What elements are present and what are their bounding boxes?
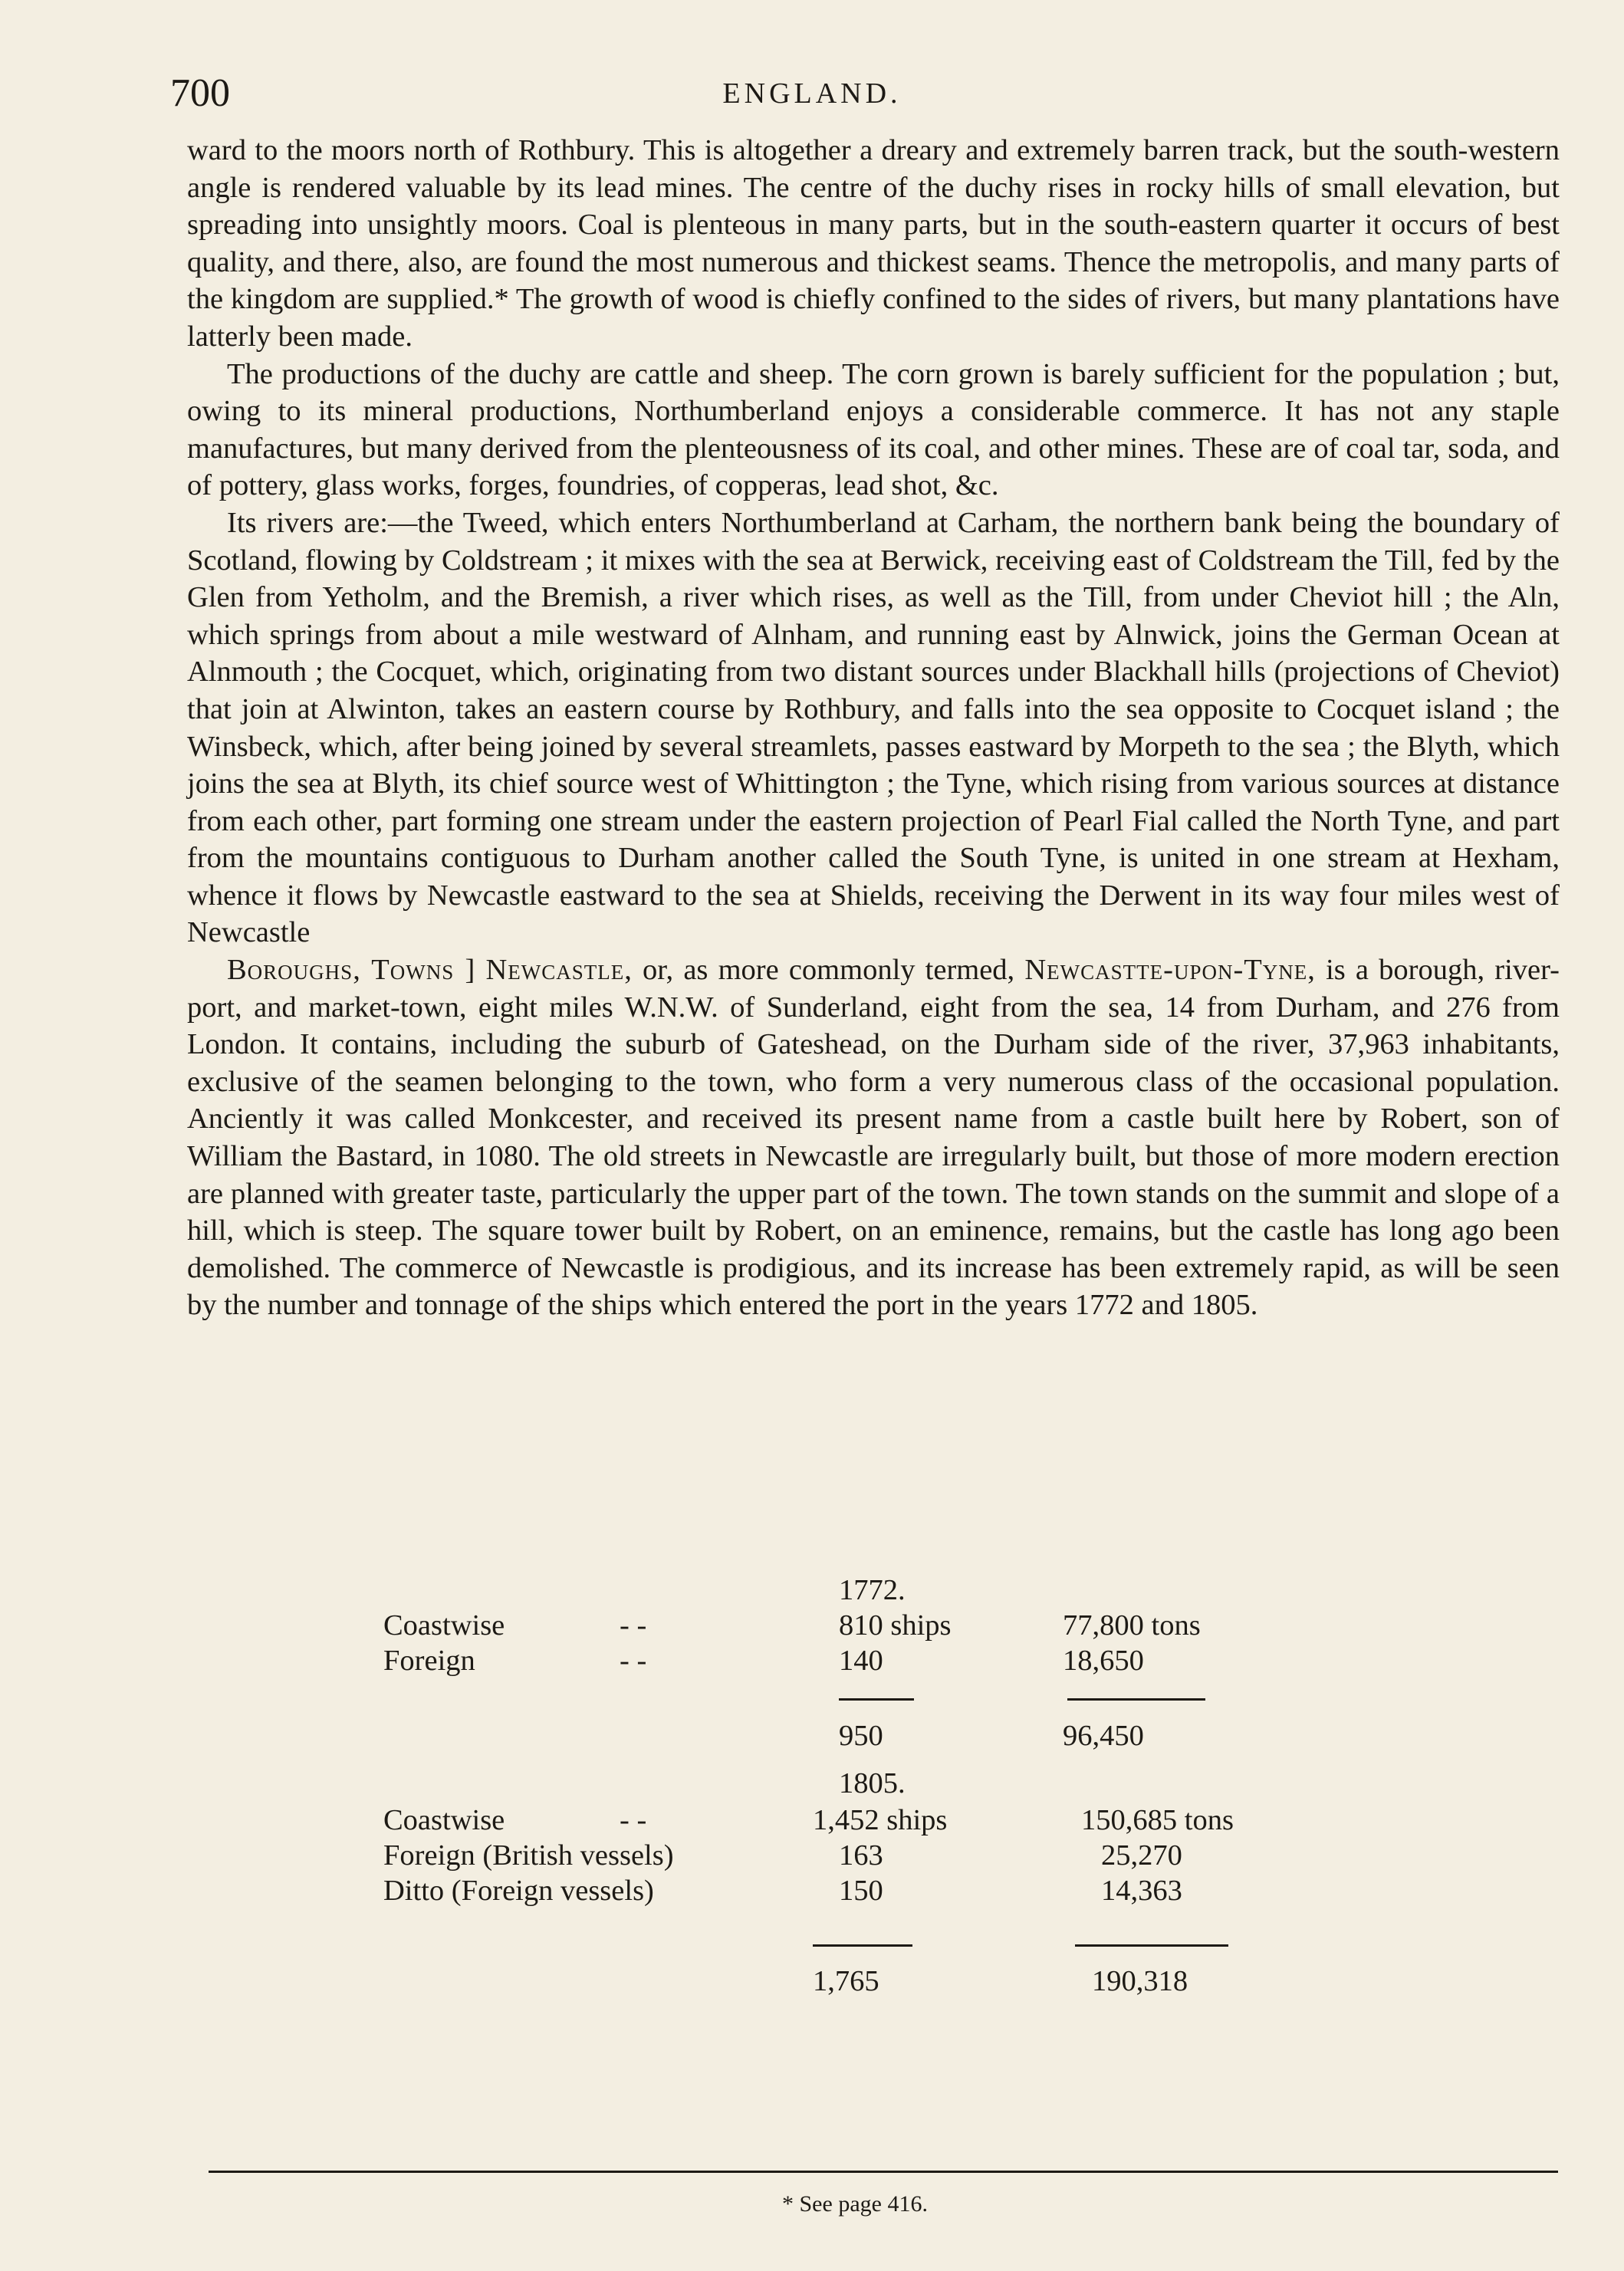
side-heading: Boroughs, Towns ]	[227, 954, 476, 987]
table-row-dash: - -	[620, 1609, 647, 1642]
footnote-rule	[209, 2171, 1558, 2173]
table-row-dash: - -	[620, 1804, 647, 1836]
table-row-label: Ditto (Foreign vessels)	[383, 1875, 654, 1907]
page-number: 700	[170, 71, 230, 115]
table-row-ships: 150	[839, 1875, 883, 1907]
table-row-ships: 163	[839, 1839, 883, 1872]
total-ships: 1,765	[813, 1965, 879, 1997]
running-title: ENGLAND.	[722, 77, 902, 110]
paragraph-4-rest: is a borough, river-port, and market-town, eight miles W.N.W. of Sunderland, eight from the sea, 14 from Durham, and 276 from London. It contains, including the suburb of Gateshead, on the Durham side of the river, 37,963 inhabitants, exclusive of the seamen belonging to the town, who form a very numerous class of the occasional population. Anciently it was called Monkcester, and received its present name from a castle built here by Robert, son of William the Bastard, in 1080. The old streets in Newcastle are irregularly built, but those of more modern erection are planned with greater taste, particularly the upper part of the town. The town stands on the summit and slope of a hill, which is steep. The square tower built by Robert, on an eminence, remains, but the castle has long ago been demolished. The commerce of Newcastle is prodigious, and its increase has been extremely rapid, as will be seen by the number and tonnage of the ships which entered the port in the years 1772 and 1805.	[187, 954, 1560, 1322]
paragraph-4-mid: or, as more commonly termed,	[632, 954, 1025, 987]
table-row-ships: 810 ships	[839, 1609, 952, 1642]
table-row-ships: 1,452 ships	[813, 1804, 948, 1836]
year-1772: 1772.	[839, 1574, 906, 1606]
table-row-dash: - -	[620, 1645, 647, 1677]
page-header	[0, 71, 1624, 117]
paragraph-4	[187, 951, 1560, 1324]
year-1805: 1805.	[839, 1767, 906, 1799]
table-row-tons: 14,363	[1101, 1875, 1182, 1907]
sum-rule	[1067, 1698, 1205, 1701]
footnote: * See page 416.	[782, 2191, 928, 2217]
paragraph-3: Its rivers are:—the Tweed, which enters Northumberland at Carham, the northern bank being the boundary of Scotland, flowing by Coldstream ; it mixes with the sea at Berwick, receiving east of Coldstream the Till, fed by the Glen from Yetholm, and the Bremish, a river which rises, as well as the Till, from under Cheviot hill ; the Aln, which springs from about a mile westward of Alnham, and running east by Alnwick, joins the German Ocean at Alnmouth ; the Cocquet, which, originating from two distant sources under Blackhall hills (projections of Cheviot) that join at Alwinton, takes an eastern course by Rothbury, and falls into the sea opposite to Cocquet island ; the Winsbeck, which, after being joined by several streamlets, passes eastward by Morpeth to the sea ; the Blyth, which joins the sea at Blyth, its chief source west of Whittington ; the Tyne, which rising from various sources at distance from each other, part forming one stream under the eastern projection of Pearl Fial called the North Tyne, and part from the mountains contiguous to Durham another called the South Tyne, is united in one stream at Hexham, whence it flows by Newcastle eastward to the sea at Shields, receiving the Derwent in its way four miles west of Newcastle	[187, 506, 1560, 949]
body-text	[187, 132, 1560, 1324]
paragraph-1: ward to the moors north of Rothbury. This is altogether a dreary and extremely barren track, but the south-western angle is rendered valuable by its lead mines. The centre of the duchy rises in rocky hills of small elevation, but spreading into unsightly moors. Coal is plenteous in many parts, but in the south-eastern quarter it occurs of best quality, and there, also, are found the most numerous and thickest seams. Thence the metropolis, and many parts of the kingdom are supplied.* The growth of wood is chiefly confined to the sides of rivers, but many plantations have latterly been made.	[187, 134, 1560, 353]
table-row-tons: 150,685 tons	[1081, 1804, 1234, 1836]
table-row-tons: 18,650	[1063, 1645, 1144, 1677]
paragraph-2: The productions of the duchy are cattle and sheep. The corn grown is barely sufficient for the population ; but, owing to its mineral productions, Northumberland enjoys a considerable commerce. It has not any staple manufactures, but many derived from the plenteousness of its coal, and other mines. These are of coal tar, soda, and of pottery, glass works, forges, foundries, of copperas, lead shot, &c.	[187, 357, 1560, 502]
total-tons: 190,318	[1092, 1965, 1188, 1997]
table-row-tons: 25,270	[1101, 1839, 1182, 1872]
town-name: Newcastle,	[485, 954, 633, 987]
sum-rule	[839, 1698, 914, 1701]
total-ships: 950	[839, 1720, 883, 1752]
sum-rule	[1075, 1944, 1228, 1947]
table-row-label: Coastwise	[383, 1609, 505, 1642]
table-row-ships: 140	[839, 1645, 883, 1677]
table-row-label: Foreign (British vessels)	[383, 1839, 674, 1872]
table-row-label: Coastwise	[383, 1804, 505, 1836]
table-row-tons: 77,800 tons	[1063, 1609, 1201, 1642]
table-row-label: Foreign	[383, 1645, 475, 1677]
total-tons: 96,450	[1063, 1720, 1144, 1752]
sum-rule	[813, 1944, 912, 1947]
town-full-name: Newcastte-upon-Tyne,	[1024, 954, 1316, 987]
